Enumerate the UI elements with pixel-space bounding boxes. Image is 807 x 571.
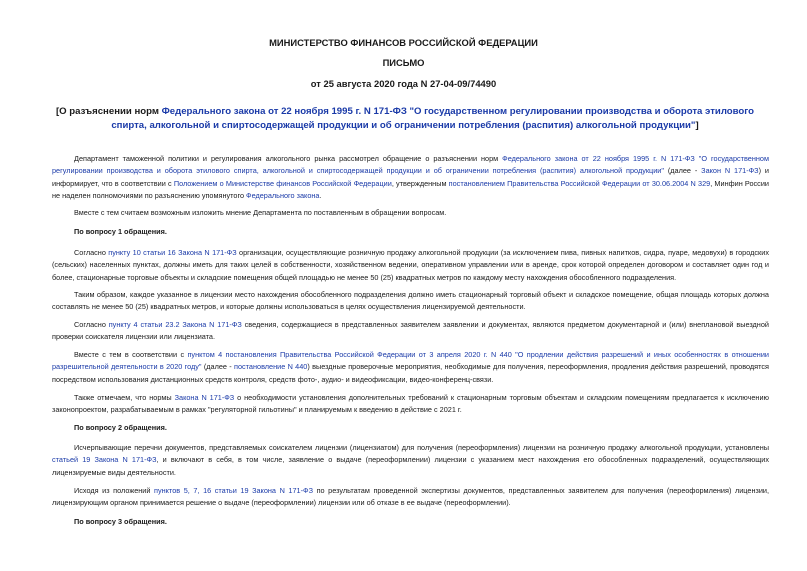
text: по результатам проведенной экспертизы документов, представленных заявителем для получения (переоформления) лицензии, лицензирующим органом принимается решение о выдаче (переоформлении) лицензии или об отказе в ее выдаче (переоформлении). bbox=[52, 486, 770, 508]
text: Исходя из положений bbox=[74, 486, 155, 495]
document-subject bbox=[40, 105, 770, 133]
text: о необходимости установления дополнительных требований к стационарным торговым объектам и складским помещениям предлагается к исключению законопроектом, разрабатываемым в рамках "регуляторной гильотины" и планируемым к введению в действие с 2021 г. bbox=[52, 393, 769, 415]
article-16-link[interactable]: пункту 10 статьи 16 Закона N 171-ФЗ bbox=[108, 248, 237, 257]
paragraph-opinion bbox=[52, 207, 769, 219]
text: , утвержденным bbox=[391, 178, 449, 188]
paragraph-retail-requirements bbox=[52, 247, 769, 284]
question-3-heading: По вопросу 3 обращения. bbox=[74, 517, 167, 526]
paragraph-documents bbox=[52, 442, 769, 479]
decree-440-short-link[interactable]: постановление N 440 bbox=[234, 362, 308, 372]
text: (далее - bbox=[201, 362, 235, 372]
paragraph-conclusion bbox=[52, 289, 769, 314]
text: (далее - bbox=[663, 166, 702, 176]
paragraph-decision bbox=[52, 485, 769, 510]
text: ) и информирует, что в соответствии с bbox=[52, 166, 769, 188]
law-171-fz-link[interactable]: Федерального закона от 22 ноября 1995 г. N 171-ФЗ "О государственном регулировании производства и оборота этилового спирта, алкогольной и спиртосодержащей продукции и об ограничении потребления (распития) алкогольной продукции" bbox=[111, 106, 755, 131]
text: организации, осуществляющие розничную продажу алкогольной продукции (за исключением пива, пивных напитков, сидра, пуаре, медовухи) в городских (сельских) населенных пунктах, должны иметь для таких целей в собственности, хозяйственном ведении, оперативном управлении или в аренде, срок которой определен договором и составляет один год и более, стационарные торговые объекты и складские помещения общей площадью не менее 50 (25) квадратных метров по каждому месту нахождения обособленного подразделения. bbox=[52, 248, 769, 282]
document-type: ПИСЬМО bbox=[382, 57, 425, 68]
text: сведения, содержащиеся в представленных заявителем заявлении и документах, являются предметом документарной и (или) внеплановой выездной проверки соискателя лицензии или лицензиата. bbox=[52, 320, 769, 342]
law-171-fz-link[interactable]: Федерального закона от 22 ноября 1995 г. N 171-ФЗ "О государственном регулировании производства и оборота этилового спирта, алкогольной и спиртосодержащей продукции и об ограничении потребления (распития) алкогольной продукции" bbox=[52, 154, 769, 176]
ministry-regulation-link[interactable]: Положением о Министерстве финансов Российской Федерации bbox=[173, 178, 392, 188]
federal-law-link[interactable]: Федерального закона bbox=[246, 191, 320, 201]
question-2-heading: По вопросу 2 обращения. bbox=[74, 423, 167, 432]
paragraph-intro bbox=[52, 153, 769, 203]
text: . bbox=[319, 191, 322, 201]
document-date-number: от 25 августа 2020 года N 27-04-09/74490 bbox=[310, 78, 497, 89]
paragraph-remote-checks bbox=[52, 349, 769, 386]
decree-440-link[interactable]: пунктом 4 постановления Правительства Российской Федерации от 3 апреля 2020 г. N 440 "О продлении действия разрешений и иных особенностях в отношении разрешительной деятельности в 2020 году" bbox=[52, 350, 769, 372]
article-19-points-link[interactable]: пунктов 5, 7, 16 статьи 19 Закона N 171-ФЗ bbox=[154, 486, 313, 495]
text: , и включают в себя, в том числе, заявление о выдаче (переоформлении) лицензии с указанием мест нахождения его обособленных подразделений, осуществляющих лицензируемые виды деятельности. bbox=[52, 455, 769, 477]
text: Согласно bbox=[74, 320, 109, 329]
paragraph-guillotine bbox=[52, 392, 769, 417]
paragraph-text: Таким образом, каждое указанное в лицензии место нахождения обособленного подразделения должно иметь стационарный торговый объект и складское помещение, общая площадь которых должна составлять не менее 50 (25) квадратных метров, и которые должны использоваться в целях осуществления лицензируемой деятельности. bbox=[52, 290, 769, 312]
text: Согласно bbox=[74, 248, 109, 257]
paragraph-inspection bbox=[52, 319, 769, 344]
subject-prefix: [О разъяснении норм bbox=[55, 106, 162, 117]
subject-suffix: ] bbox=[695, 120, 699, 131]
article-23-2-link[interactable]: пункту 4 статьи 23.2 Закона N 171-ФЗ bbox=[108, 320, 242, 329]
text: ) выездные проверочные мероприятия, необходимые для получения, переоформления, продления действия разрешений, проводятся посредством использования дистанционных средств контроля, средств фото-, аудио- и видеофиксации, видео-конференц-связи. bbox=[52, 362, 769, 384]
text: , Минфин России не наделен полномочиями по разъяснению упомянутого bbox=[52, 178, 769, 201]
government-decree-329-link[interactable]: постановлением Правительства Российской Федерации от 30.06.2004 N 329 bbox=[448, 178, 711, 188]
question-2-heading-block bbox=[52, 422, 769, 434]
paragraph-text: Вместе с тем считаем возможным изложить мнение Департамента по поставленным в обращении вопросам. bbox=[74, 208, 447, 217]
question-1-heading: По вопросу 1 обращения. bbox=[74, 227, 167, 236]
ministry-heading: МИНИСТЕРСТВО ФИНАНСОВ РОССИЙСКОЙ ФЕДЕРАЦИИ bbox=[269, 37, 538, 48]
text: Также отмечаем, что нормы bbox=[74, 393, 175, 402]
text: Департамент таможенной политики и регулирования алкогольного рынка рассмотрел обращение о разъяснении норм bbox=[74, 154, 503, 163]
question-1-heading-block bbox=[52, 226, 769, 238]
article-19-link[interactable]: статьей 19 Закона N 171-ФЗ bbox=[52, 455, 157, 465]
text: Вместе с тем в соответствии с bbox=[74, 350, 188, 359]
law-171-fz-short-link[interactable]: Закон N 171-ФЗ bbox=[701, 166, 759, 176]
question-3-heading-block bbox=[52, 516, 769, 528]
text: Исчерпывающие перечни документов, представляемых соискателем лицензии (лицензиатом) для получения (переоформления) лицензии на розничную продажу алкогольной продукции, установлены bbox=[74, 443, 769, 452]
law-171-fz-short-link[interactable]: Закона N 171-ФЗ bbox=[174, 393, 235, 402]
